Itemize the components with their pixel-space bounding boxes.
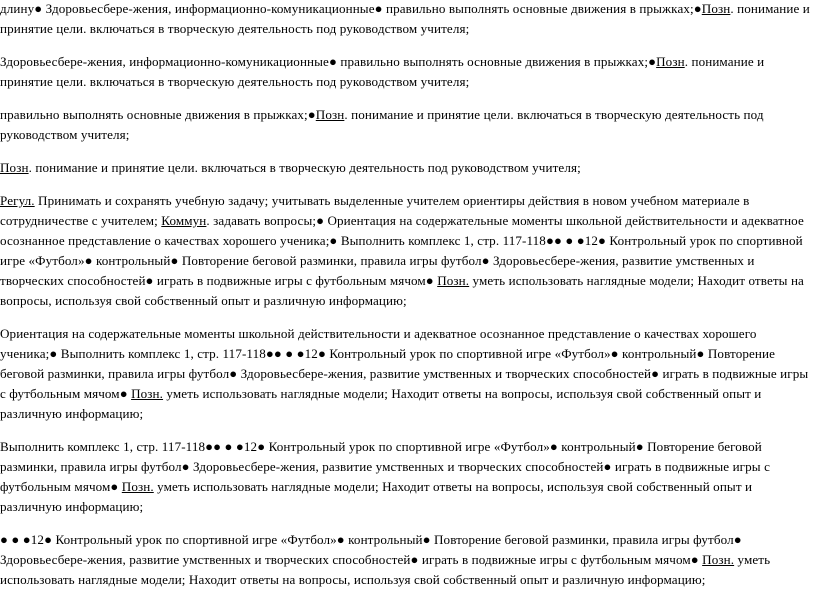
label-pozn: Позн	[0, 160, 29, 175]
paragraph-text: . задавать вопросы;● Ориентация на содержательные моменты школьной действительности и адекватное осознанное представление о качествах хорошего ученика;● Выполнить комплекс 1, стр. 117-118●● ● ●12● Контрольный урок по спортивной игре «Футбол»● контрольный● Повторение беговой разминки, правила игры футбол● Здоровьесбере-жения, развитие умственных и творческих способностей● играть в подвижные игры с футбольным мячом●	[0, 213, 804, 288]
label-regul: Регул.	[0, 193, 35, 208]
paragraph-text: . понимание и принятие цели. включаться в творческую деятельность под руководством учителя;	[0, 1, 810, 36]
paragraph-text: ● ● ●12● Контрольный урок по спортивной игре «Футбол»● контрольный● Повторение беговой разминки, правила игры футбол● Здоровьесбере-жения, развитие умственных и творческих способностей● играть в подвижные игры с футбольным мячом●	[0, 532, 742, 567]
paragraph-text: . понимание и принятие цели. включаться в творческую деятельность под руководством учителя;	[0, 54, 765, 89]
paragraph-text: уметь использовать наглядные модели; Находит ответы на вопросы, используя свой собственный опыт и различную информацию;	[0, 386, 762, 421]
paragraph-2	[0, 52, 810, 92]
paragraph-text: Здоровьесбере-жения, информационно-комуникационные● правильно выполнять основные движения в прыжках;●	[0, 54, 657, 69]
label-pozn: Позн.	[121, 479, 154, 494]
paragraph-7	[0, 437, 810, 517]
label-pozn: Позн.	[131, 386, 164, 401]
paragraph-8	[0, 530, 810, 590]
label-pozn: Позн	[701, 1, 731, 16]
paragraph-4	[0, 158, 810, 178]
paragraph-text: длину● Здоровьесбере-жения, информационно-комуникационные● правильно выполнять основные движения в прыжках;●	[0, 1, 702, 16]
paragraph-3	[0, 105, 810, 145]
label-pozn: Позн	[315, 107, 345, 122]
paragraph-text: . понимание и принятие цели. включаться в творческую деятельность под руководством учителя;	[28, 160, 581, 175]
paragraph-text: уметь использовать наглядные модели; Находит ответы на вопросы, используя свой собственный опыт и различную информацию;	[0, 552, 771, 587]
paragraph-6	[0, 324, 810, 424]
paragraph-text: Принимать и сохранять учебную задачу; учитывать выделенные учителем ориентиры действия в новом учебном материале в сотрудничестве с учителем;	[0, 193, 750, 228]
paragraph-1	[0, 0, 810, 39]
label-pozn: Позн.	[437, 273, 470, 288]
paragraph-text: уметь использовать наглядные модели; Находит ответы на вопросы, используя свой собственный опыт и различную информацию;	[0, 479, 753, 514]
paragraph-5	[0, 191, 810, 311]
label-kommun: Коммун	[161, 213, 207, 228]
paragraph-text: уметь использовать наглядные модели; Находит ответы на вопросы, используя свой собственный опыт и различную информацию;	[0, 273, 804, 308]
paragraph-text: Выполнить комплекс 1, стр. 117-118●● ● ●12● Контрольный урок по спортивной игре «Футбол»● контрольный● Повторение беговой разминки, правила игры футбол● Здоровьесбере-жения, развитие умственных и творческих способностей● играть в подвижные игры с футбольным мячом●	[0, 439, 770, 494]
paragraph-text: . понимание и принятие цели. включаться в творческую деятельность под руководством учителя;	[0, 107, 764, 142]
label-pozn: Позн.	[702, 552, 735, 567]
paragraph-text: правильно выполнять основные движения в прыжках;●	[0, 107, 316, 122]
label-pozn: Позн	[656, 54, 685, 69]
paragraph-text: Ориентация на содержательные моменты школьной действительности и адекватное осознанное представление о качествах хорошего ученика;● Выполнить комплекс 1, стр. 117-118●● ● ●12● Контрольный урок по спортивной игре «Футбол»● контрольный● Повторение беговой разминки, правила игры футбол● Здоровьесбере-жения, развитие умственных и творческих способностей● играть в подвижные игры с футбольным мячом●	[0, 326, 809, 401]
